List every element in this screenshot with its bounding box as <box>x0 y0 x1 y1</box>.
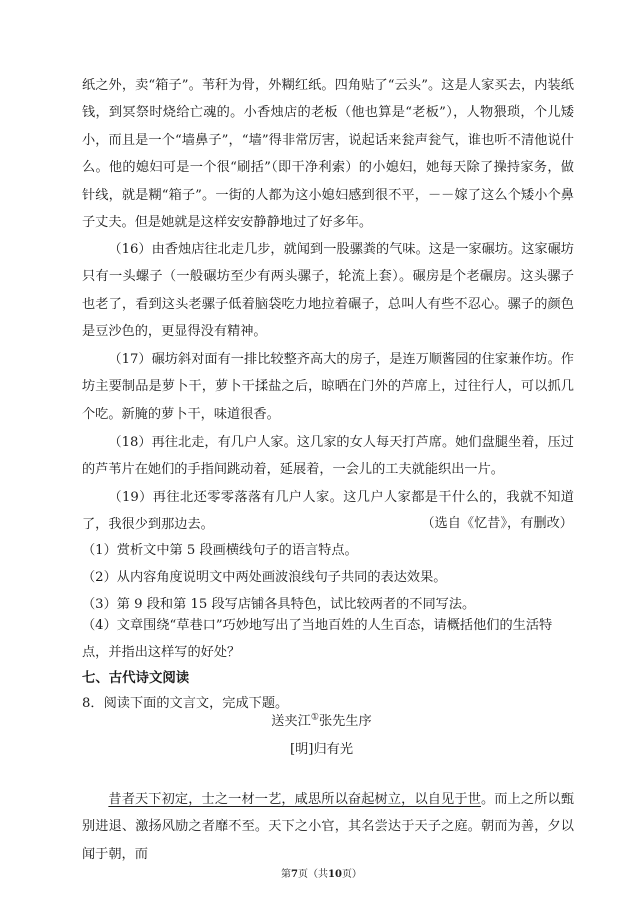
footnote-marker: ① <box>310 712 319 723</box>
question-2: （2）从内容角度说明文中两处画波浪线句子共同的表达效果。 <box>82 570 447 585</box>
page-footer <box>0 868 643 882</box>
paragraph-17: （17）碾坊斜对面有一排比较整齐高大的房子，是连万顺酱园的住家兼作坊。作坊主要制品是萝卜干，萝卜干揉盐之后，晾晒在门外的芦席上，过往行人，可以抓几个吃。新腌的萝卜干，味道很香。 <box>82 352 574 422</box>
paragraph-18: （18）再往北走，有几户人家。这几家的女人每天打芦席。她们盘腿坐着，压过的芦苇片在她们的手指间跳动着，延展着，一会儿的工夫就能织出一片。 <box>82 435 574 478</box>
question-3: （3）第 9 段和第 15 段写店铺各具特色，试比较两者的不同写法。 <box>82 597 476 612</box>
classical-author: [明]归有光 <box>289 742 354 757</box>
classical-title-text: 送夹江 <box>271 714 311 729</box>
classical-text <box>82 786 574 868</box>
footer-label: 第 <box>281 869 292 880</box>
footer-page-number: 7 <box>291 869 299 880</box>
footer-end: 页） <box>341 869 362 880</box>
footer-page-total: 10 <box>328 869 342 880</box>
question-4: （4）文章围绕“草巷口”巧妙地写出了当地百姓的人生百态，请概括他们的生活特点，并指出这样写的好处？ <box>82 618 553 661</box>
source-note: （选自《忆昔》，有删改） <box>421 516 573 531</box>
classical-title <box>0 711 643 733</box>
paragraph-continued: 纸之外，卖“箱子”。苇秆为骨，外糊红纸。四角贴了“云头”。这是人家买去，内装纸钱，到冥祭时烧给亡魂的。小香烛店的老板（他也算是“老板”），人物猥琐，个儿矮小，而且是一个“墙鼻子”，“墙”得非常厉害，说起话来瓮声瓮气，谁也听不清他说什么。他的媳妇可是一个很“刷括”（即干净利索）的小媳妇，她每天除了操持家务，做针线，就是糊“箱子”。一街的人都为这小媳妇感到很不平，－－嫁了这么个矮小个鼻子丈夫。但是她就是这样安安静静地过了好多年。 <box>82 78 574 231</box>
classical-title-text-2: 张先生序 <box>318 714 372 729</box>
paragraph-19: （19）再往北还零零落落有几户人家。这几户人家都是干什么的，我就不知道了，我很少到那边去。 <box>82 490 574 533</box>
classical-text-rest: 。而上之所以甄别进退、激扬风励之者靡不至。天下之小官，其名尝达于天子之庭。朝而为善，夕以闻于朝，而 <box>82 792 575 862</box>
question-1: （1）赏析文中第 5 段画横线句子的语言特点。 <box>82 543 358 558</box>
question-8-intro: 8．阅读下面的文言文，完成下题。 <box>82 696 289 711</box>
footer-mid: 页（共 <box>298 869 329 880</box>
underlined-sentence: 昔者天下初定，士之一材一艺，咸思所以奋起树立，以自见于世 <box>108 792 481 807</box>
section-heading: 七、古代诗文阅读 <box>82 671 190 686</box>
paragraph-16: （16）由香烛店往北走几步，就闻到一股骡粪的气味。这是一家碾坊。这家碾坊只有一头螺子（一般碾坊至少有两头骡子，轮流上套）。碾房是个老碾房。这头骡子也老了，看到这头老骡子低着脑袋吃力地拉着碾子，总叫人有些不忍心。骡子的颜色是豆沙色的，更显得没有精神。 <box>82 242 574 340</box>
